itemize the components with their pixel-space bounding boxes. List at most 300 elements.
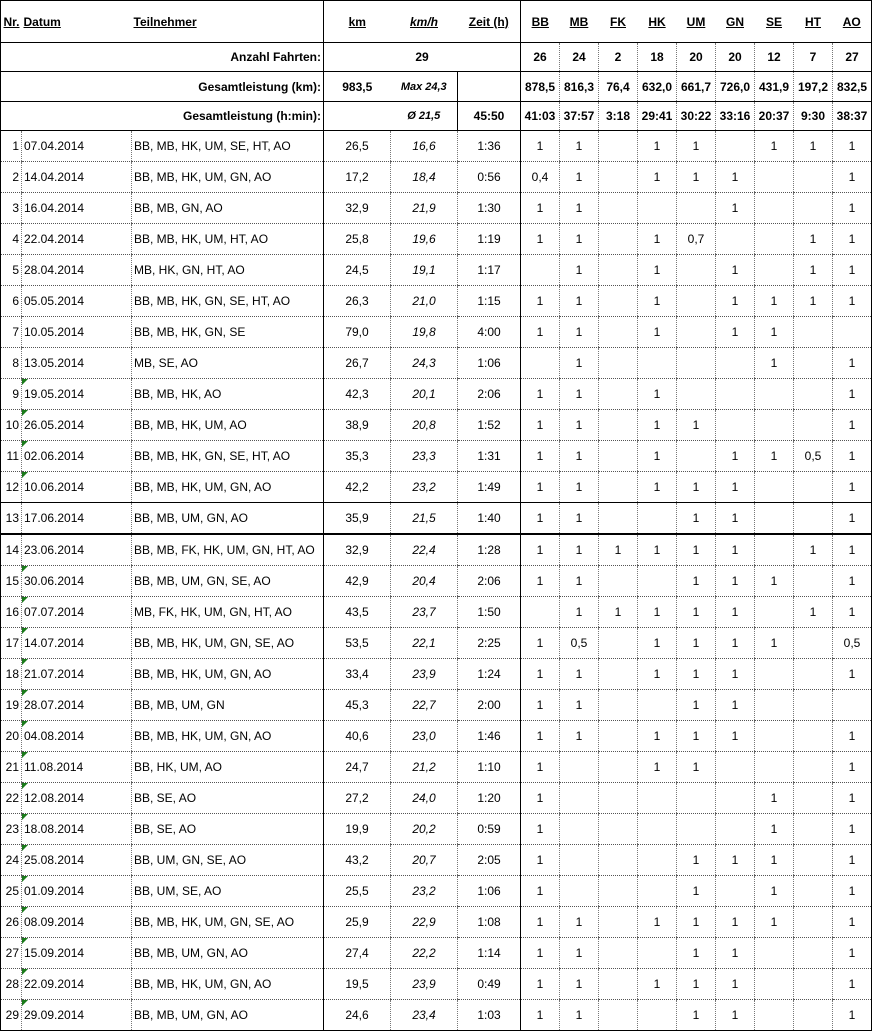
row-ht[interactable] [794, 690, 833, 721]
row-um[interactable]: 1 [677, 410, 716, 441]
row-gn[interactable]: 1 [716, 317, 755, 348]
row-ht[interactable]: 1 [794, 597, 833, 628]
row-bb[interactable]: 1 [521, 441, 560, 472]
row-mb[interactable]: 1 [560, 317, 599, 348]
row-se[interactable] [755, 597, 794, 628]
col-header-ht[interactable]: HT [794, 1, 833, 43]
col-header-km[interactable]: km [324, 1, 391, 43]
row-bb[interactable]: 1 [521, 876, 560, 907]
table-row[interactable] [1, 1000, 872, 1031]
row-ht[interactable] [794, 348, 833, 379]
row-nr[interactable]: 29 [1, 1000, 22, 1031]
row-hk[interactable]: 1 [638, 410, 677, 441]
row-um[interactable] [677, 814, 716, 845]
row-datum[interactable] [22, 566, 132, 597]
row-hk[interactable]: 1 [638, 907, 677, 938]
col-header-mb[interactable]: MB [560, 1, 599, 43]
row-nr[interactable]: 21 [1, 752, 22, 783]
row-km[interactable]: 26,3 [324, 286, 391, 317]
row-ht[interactable] [794, 721, 833, 752]
row-bb[interactable]: 1 [521, 410, 560, 441]
row-teilnehmer[interactable]: BB, MB, HK, UM, GN, SE, AO [132, 907, 324, 938]
row-mb[interactable] [560, 752, 599, 783]
row-kmh[interactable]: 19,1 [391, 255, 458, 286]
row-teilnehmer[interactable]: BB, MB, HK, UM, GN, AO [132, 162, 324, 193]
row-km[interactable]: 32,9 [324, 534, 391, 566]
row-se[interactable]: 1 [755, 783, 794, 814]
row-um[interactable]: 1 [677, 907, 716, 938]
row-nr[interactable]: 7 [1, 317, 22, 348]
table-row[interactable] [1, 193, 872, 224]
col-header-gn[interactable]: GN [716, 1, 755, 43]
row-gn[interactable]: 1 [716, 969, 755, 1000]
row-gn[interactable] [716, 876, 755, 907]
anzahl-bb[interactable]: 26 [521, 43, 560, 72]
row-kmh[interactable]: 23,3 [391, 441, 458, 472]
table-row[interactable] [1, 441, 872, 472]
row-zeit[interactable]: 1:19 [458, 224, 521, 255]
row-fk[interactable] [599, 441, 638, 472]
row-mb[interactable]: 1 [560, 162, 599, 193]
row-mb[interactable]: 1 [560, 379, 599, 410]
row-um[interactable]: 1 [677, 845, 716, 876]
row-gn[interactable] [716, 410, 755, 441]
row-fk[interactable] [599, 783, 638, 814]
row-ao[interactable]: 1 [833, 131, 872, 162]
row-km[interactable]: 35,9 [324, 503, 391, 535]
row-um[interactable] [677, 317, 716, 348]
row-teilnehmer[interactable]: BB, MB, HK, UM, GN, SE, AO [132, 628, 324, 659]
row-fk[interactable]: 1 [599, 534, 638, 566]
col-header-se[interactable]: SE [755, 1, 794, 43]
row-um[interactable] [677, 193, 716, 224]
col-header-fk[interactable]: FK [599, 1, 638, 43]
row-ht[interactable] [794, 783, 833, 814]
row-fk[interactable] [599, 193, 638, 224]
row-ao[interactable]: 1 [833, 441, 872, 472]
row-se[interactable]: 1 [755, 441, 794, 472]
row-kmh[interactable]: 22,1 [391, 628, 458, 659]
row-se[interactable] [755, 379, 794, 410]
row-se[interactable] [755, 162, 794, 193]
row-gn[interactable]: 1 [716, 503, 755, 535]
row-teilnehmer[interactable]: MB, HK, GN, HT, AO [132, 255, 324, 286]
row-se[interactable] [755, 472, 794, 503]
row-ao[interactable] [833, 317, 872, 348]
avg-speed[interactable]: Ø 21,5 [391, 102, 458, 131]
col-header-ao[interactable]: AO [833, 1, 872, 43]
row-hk[interactable]: 1 [638, 379, 677, 410]
row-teilnehmer[interactable]: BB, MB, HK, UM, GN, AO [132, 659, 324, 690]
row-nr[interactable]: 25 [1, 876, 22, 907]
row-datum[interactable] [22, 938, 132, 969]
row-ao[interactable] [833, 690, 872, 721]
row-teilnehmer[interactable]: BB, SE, AO [132, 783, 324, 814]
table-row[interactable] [1, 379, 872, 410]
row-ht[interactable] [794, 162, 833, 193]
row-nr[interactable]: 4 [1, 224, 22, 255]
row-ao[interactable]: 1 [833, 721, 872, 752]
row-um[interactable]: 1 [677, 503, 716, 535]
time-ht[interactable]: 9:30 [794, 102, 833, 131]
row-zeit[interactable]: 1:15 [458, 286, 521, 317]
row-ao[interactable]: 1 [833, 659, 872, 690]
row-bb[interactable] [521, 597, 560, 628]
row-mb[interactable]: 1 [560, 224, 599, 255]
row-fk[interactable] [599, 752, 638, 783]
row-zeit[interactable]: 1:30 [458, 193, 521, 224]
row-datum[interactable] [22, 876, 132, 907]
row-mb[interactable]: 1 [560, 690, 599, 721]
row-hk[interactable] [638, 193, 677, 224]
row-bb[interactable]: 1 [521, 628, 560, 659]
row-zeit[interactable]: 2:25 [458, 628, 521, 659]
row-datum[interactable] [22, 628, 132, 659]
row-se[interactable] [755, 752, 794, 783]
row-datum[interactable] [22, 845, 132, 876]
row-teilnehmer[interactable]: BB, MB, UM, GN, AO [132, 938, 324, 969]
row-zeit[interactable]: 1:10 [458, 752, 521, 783]
row-fk[interactable] [599, 814, 638, 845]
row-kmh[interactable]: 20,8 [391, 410, 458, 441]
row-zeit[interactable]: 1:49 [458, 472, 521, 503]
row-zeit[interactable]: 0:49 [458, 969, 521, 1000]
row-fk[interactable] [599, 379, 638, 410]
row-kmh[interactable]: 23,9 [391, 659, 458, 690]
row-fk[interactable] [599, 969, 638, 1000]
row-bb[interactable]: 1 [521, 193, 560, 224]
row-kmh[interactable]: 22,2 [391, 938, 458, 969]
row-se[interactable]: 1 [755, 317, 794, 348]
row-zeit[interactable]: 1:06 [458, 876, 521, 907]
row-gn[interactable]: 1 [716, 938, 755, 969]
row-ht[interactable] [794, 193, 833, 224]
row-zeit[interactable]: 0:59 [458, 814, 521, 845]
row-ao[interactable]: 1 [833, 907, 872, 938]
row-hk[interactable] [638, 1000, 677, 1031]
row-bb[interactable]: 1 [521, 1000, 560, 1031]
row-gn[interactable]: 1 [716, 1000, 755, 1031]
row-bb[interactable] [521, 348, 560, 379]
row-gn[interactable]: 1 [716, 690, 755, 721]
row-fk[interactable] [599, 721, 638, 752]
row-se[interactable] [755, 193, 794, 224]
table-row[interactable] [1, 752, 872, 783]
table-row[interactable] [1, 410, 872, 441]
row-hk[interactable] [638, 503, 677, 535]
km-total[interactable]: 983,5 [324, 72, 391, 102]
row-hk[interactable] [638, 566, 677, 597]
table-row[interactable] [1, 317, 872, 348]
row-nr[interactable]: 16 [1, 597, 22, 628]
anzahl-ao[interactable]: 27 [833, 43, 872, 72]
row-fk[interactable] [599, 566, 638, 597]
row-fk[interactable] [599, 876, 638, 907]
row-ao[interactable]: 1 [833, 597, 872, 628]
time-total[interactable]: 45:50 [458, 102, 521, 131]
row-bb[interactable]: 1 [521, 503, 560, 535]
row-gn[interactable]: 1 [716, 659, 755, 690]
row-fk[interactable] [599, 503, 638, 535]
row-se[interactable] [755, 969, 794, 1000]
row-hk[interactable]: 1 [638, 721, 677, 752]
row-um[interactable]: 1 [677, 162, 716, 193]
row-ao[interactable]: 1 [833, 783, 872, 814]
row-nr[interactable]: 19 [1, 690, 22, 721]
row-datum[interactable] [22, 193, 132, 224]
row-mb[interactable]: 1 [560, 193, 599, 224]
row-zeit[interactable]: 1:14 [458, 938, 521, 969]
row-kmh[interactable]: 22,9 [391, 907, 458, 938]
row-mb[interactable]: 1 [560, 597, 599, 628]
row-ao[interactable]: 1 [833, 255, 872, 286]
row-datum[interactable] [22, 379, 132, 410]
time-um[interactable]: 30:22 [677, 102, 716, 131]
row-fk[interactable] [599, 255, 638, 286]
row-um[interactable]: 1 [677, 566, 716, 597]
col-header-hk[interactable]: HK [638, 1, 677, 43]
row-gn[interactable]: 1 [716, 193, 755, 224]
row-um[interactable] [677, 348, 716, 379]
time-hk[interactable]: 29:41 [638, 102, 677, 131]
row-zeit[interactable]: 1:40 [458, 503, 521, 535]
row-bb[interactable]: 1 [521, 224, 560, 255]
row-ht[interactable] [794, 845, 833, 876]
row-zeit[interactable]: 1:17 [458, 255, 521, 286]
row-mb[interactable]: 1 [560, 441, 599, 472]
row-nr[interactable]: 9 [1, 379, 22, 410]
row-ht[interactable] [794, 410, 833, 441]
anzahl-gn[interactable]: 20 [716, 43, 755, 72]
row-nr[interactable]: 24 [1, 845, 22, 876]
row-datum[interactable] [22, 503, 132, 535]
row-fk[interactable] [599, 1000, 638, 1031]
row-kmh[interactable]: 18,4 [391, 162, 458, 193]
table-row[interactable] [1, 255, 872, 286]
row-hk[interactable]: 1 [638, 255, 677, 286]
row-se[interactable] [755, 255, 794, 286]
row-gn[interactable]: 1 [716, 162, 755, 193]
row-zeit[interactable]: 0:56 [458, 162, 521, 193]
row-teilnehmer[interactable]: BB, MB, HK, UM, SE, HT, AO [132, 131, 324, 162]
row-bb[interactable]: 1 [521, 752, 560, 783]
row-teilnehmer[interactable]: BB, MB, GN, AO [132, 193, 324, 224]
anzahl-um[interactable]: 20 [677, 43, 716, 72]
row-teilnehmer[interactable]: BB, MB, HK, UM, AO [132, 410, 324, 441]
row-gn[interactable]: 1 [716, 255, 755, 286]
row-km[interactable]: 43,5 [324, 597, 391, 628]
row-ht[interactable] [794, 317, 833, 348]
row-mb[interactable]: 1 [560, 534, 599, 566]
row-kmh[interactable]: 20,2 [391, 814, 458, 845]
row-ao[interactable]: 1 [833, 1000, 872, 1031]
row-teilnehmer[interactable]: BB, MB, UM, GN, SE, AO [132, 566, 324, 597]
row-ao[interactable]: 1 [833, 566, 872, 597]
row-gn[interactable]: 1 [716, 845, 755, 876]
table-row[interactable] [1, 814, 872, 845]
row-km[interactable]: 27,2 [324, 783, 391, 814]
row-zeit[interactable]: 4:00 [458, 317, 521, 348]
row-km[interactable]: 33,4 [324, 659, 391, 690]
row-km[interactable]: 42,2 [324, 472, 391, 503]
row-bb[interactable]: 1 [521, 566, 560, 597]
table-row[interactable] [1, 938, 872, 969]
row-se[interactable]: 1 [755, 845, 794, 876]
row-kmh[interactable]: 21,5 [391, 503, 458, 535]
col-header-nr[interactable]: Nr. [1, 1, 22, 43]
row-zeit[interactable]: 2:06 [458, 566, 521, 597]
row-datum[interactable] [22, 783, 132, 814]
row-um[interactable]: 1 [677, 131, 716, 162]
row-zeit[interactable]: 1:46 [458, 721, 521, 752]
km-bb[interactable]: 878,5 [521, 72, 560, 102]
time-mb[interactable]: 37:57 [560, 102, 599, 131]
row-datum[interactable] [22, 534, 132, 566]
row-bb[interactable]: 1 [521, 690, 560, 721]
row-nr[interactable]: 8 [1, 348, 22, 379]
row-km[interactable]: 25,9 [324, 907, 391, 938]
row-nr[interactable]: 10 [1, 410, 22, 441]
row-um[interactable]: 1 [677, 472, 716, 503]
row-ao[interactable]: 1 [833, 534, 872, 566]
row-ao[interactable]: 1 [833, 969, 872, 1000]
row-fk[interactable] [599, 317, 638, 348]
table-row[interactable] [1, 969, 872, 1000]
row-ht[interactable] [794, 503, 833, 535]
row-km[interactable]: 32,9 [324, 193, 391, 224]
row-se[interactable] [755, 690, 794, 721]
km-gn[interactable]: 726,0 [716, 72, 755, 102]
row-nr[interactable]: 2 [1, 162, 22, 193]
row-teilnehmer[interactable]: MB, FK, HK, UM, GN, HT, AO [132, 597, 324, 628]
row-bb[interactable]: 1 [521, 131, 560, 162]
row-gn[interactable] [716, 814, 755, 845]
anzahl-mb[interactable]: 24 [560, 43, 599, 72]
row-nr[interactable]: 13 [1, 503, 22, 535]
row-kmh[interactable]: 23,7 [391, 597, 458, 628]
row-um[interactable]: 0,7 [677, 224, 716, 255]
table-row[interactable] [1, 659, 872, 690]
row-fk[interactable] [599, 472, 638, 503]
row-mb[interactable]: 1 [560, 131, 599, 162]
row-zeit[interactable]: 1:20 [458, 783, 521, 814]
row-datum[interactable] [22, 814, 132, 845]
col-header-kmh[interactable]: km/h [391, 1, 458, 43]
row-hk[interactable]: 1 [638, 224, 677, 255]
row-teilnehmer[interactable]: BB, HK, UM, AO [132, 752, 324, 783]
row-um[interactable] [677, 441, 716, 472]
row-gn[interactable] [716, 224, 755, 255]
row-um[interactable] [677, 783, 716, 814]
row-kmh[interactable]: 23,9 [391, 969, 458, 1000]
table-row[interactable] [1, 845, 872, 876]
row-mb[interactable]: 1 [560, 410, 599, 441]
row-um[interactable]: 1 [677, 534, 716, 566]
row-se[interactable]: 1 [755, 876, 794, 907]
row-fk[interactable] [599, 348, 638, 379]
row-bb[interactable]: 1 [521, 317, 560, 348]
table-row[interactable] [1, 597, 872, 628]
row-zeit[interactable]: 1:08 [458, 907, 521, 938]
row-teilnehmer[interactable]: BB, MB, HK, UM, HT, AO [132, 224, 324, 255]
row-kmh[interactable]: 22,7 [391, 690, 458, 721]
row-nr[interactable]: 20 [1, 721, 22, 752]
row-hk[interactable]: 1 [638, 752, 677, 783]
row-nr[interactable]: 18 [1, 659, 22, 690]
km-um[interactable]: 661,7 [677, 72, 716, 102]
row-bb[interactable]: 1 [521, 938, 560, 969]
row-gn[interactable] [716, 379, 755, 410]
row-ao[interactable]: 1 [833, 814, 872, 845]
row-bb[interactable]: 1 [521, 907, 560, 938]
row-zeit[interactable]: 1:06 [458, 348, 521, 379]
row-bb[interactable]: 0,4 [521, 162, 560, 193]
row-teilnehmer[interactable]: BB, MB, HK, GN, SE, HT, AO [132, 441, 324, 472]
row-mb[interactable] [560, 783, 599, 814]
row-km[interactable]: 38,9 [324, 410, 391, 441]
row-datum[interactable] [22, 969, 132, 1000]
row-kmh[interactable]: 20,4 [391, 566, 458, 597]
row-datum[interactable] [22, 410, 132, 441]
row-nr[interactable]: 17 [1, 628, 22, 659]
row-nr[interactable]: 26 [1, 907, 22, 938]
row-fk[interactable] [599, 845, 638, 876]
row-bb[interactable]: 1 [521, 783, 560, 814]
row-kmh[interactable]: 23,0 [391, 721, 458, 752]
row-hk[interactable]: 1 [638, 286, 677, 317]
row-se[interactable] [755, 410, 794, 441]
row-um[interactable]: 1 [677, 597, 716, 628]
row-se[interactable] [755, 224, 794, 255]
row-hk[interactable] [638, 876, 677, 907]
row-bb[interactable]: 1 [521, 969, 560, 1000]
row-kmh[interactable]: 24,0 [391, 783, 458, 814]
row-ht[interactable]: 1 [794, 286, 833, 317]
row-um[interactable]: 1 [677, 721, 716, 752]
row-bb[interactable]: 1 [521, 286, 560, 317]
row-km[interactable]: 35,3 [324, 441, 391, 472]
row-gn[interactable]: 1 [716, 597, 755, 628]
row-ht[interactable]: 1 [794, 255, 833, 286]
row-zeit[interactable]: 2:00 [458, 690, 521, 721]
row-mb[interactable] [560, 845, 599, 876]
row-nr[interactable]: 1 [1, 131, 22, 162]
table-row[interactable] [1, 876, 872, 907]
row-um[interactable]: 1 [677, 752, 716, 783]
row-gn[interactable]: 1 [716, 628, 755, 659]
row-fk[interactable] [599, 659, 638, 690]
row-datum[interactable] [22, 752, 132, 783]
row-fk[interactable]: 1 [599, 597, 638, 628]
row-ao[interactable]: 1 [833, 193, 872, 224]
row-kmh[interactable]: 23,4 [391, 1000, 458, 1031]
km-mb[interactable]: 816,3 [560, 72, 599, 102]
row-gn[interactable]: 1 [716, 286, 755, 317]
row-ht[interactable]: 0,5 [794, 441, 833, 472]
row-zeit[interactable]: 2:06 [458, 379, 521, 410]
row-ht[interactable] [794, 814, 833, 845]
row-km[interactable]: 53,5 [324, 628, 391, 659]
anzahl-total[interactable]: 29 [324, 43, 521, 72]
row-um[interactable]: 1 [677, 969, 716, 1000]
row-hk[interactable] [638, 814, 677, 845]
row-mb[interactable]: 0,5 [560, 628, 599, 659]
row-zeit[interactable]: 1:24 [458, 659, 521, 690]
row-teilnehmer[interactable]: BB, MB, HK, UM, GN, AO [132, 969, 324, 1000]
row-zeit[interactable]: 2:05 [458, 845, 521, 876]
row-ao[interactable]: 1 [833, 845, 872, 876]
table-row[interactable] [1, 286, 872, 317]
